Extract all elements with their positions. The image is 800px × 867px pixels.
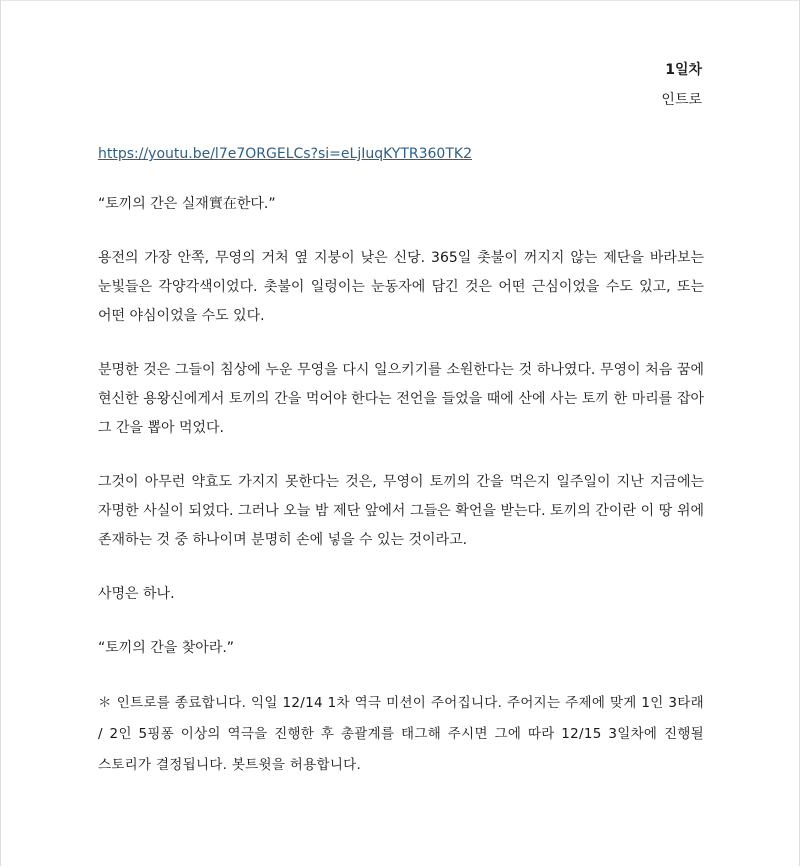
spacer: [98, 609, 704, 634]
paragraph-order: “토끼의 간을 찾아라.”: [98, 640, 235, 656]
paragraph-mission: 사명은 하나.: [98, 586, 175, 602]
spacer: [98, 167, 704, 190]
spacer: [98, 663, 704, 688]
notice-paragraph: ＊ 인트로를 종료합니다. 익일 12/14 1차 역극 미션이 주어집니다. 주어지는 주제에 맞게 1인 3타래 / 2인 5핑퐁 이상의 역극을 진행한 후 총괄계를 태그해 주시면 그에 따라 12/15 3일차에 진행될 스토리가 결정됩니다. 봇트윗을 허용합니다.: [98, 695, 704, 773]
day-title: 1일차: [665, 62, 702, 78]
spacer: [98, 443, 704, 468]
spacer: [98, 331, 704, 356]
paragraph-wish: 분명한 것은 그들이 침상에 누운 무영을 다시 일으키기를 소원한다는 것 하나였다. 무영이 처음 꿈에 현신한 용왕신에게서 토끼의 간을 먹어야 한다는 전언을 들었을 때에 산에 사는 토끼 한 마리를 잡아 그 간을 뽑아 먹었다.: [98, 362, 704, 436]
document-body: [98, 141, 704, 781]
section-title: 인트로: [661, 92, 702, 108]
paragraph-shrine: 용전의 가장 안쪽, 무영의 거처 옆 지붕이 낮은 신당. 365일 촛불이 꺼지지 않는 제단을 바라보는 눈빛들은 각양각색이었다. 촛불이 일렁이는 눈동자에 담긴 것은 어떤 근심이었을 수도 있고, 또는 어떤 야심이었을 수도 있다.: [98, 250, 704, 324]
paragraph-quote: “토끼의 간은 실재實在한다.”: [98, 196, 276, 212]
document-header: [661, 59, 702, 111]
paragraph-truth: 그것이 아무런 약효도 가지지 못한다는 것은, 무영이 토끼의 간을 먹은지 일주일이 지난 지금에는 자명한 사실이 되었다. 그러나 오늘 밤 제단 앞에서 그들은 확언을 받는다. 토끼의 간이란 이 땅 위에 존재하는 것 중 하나이며 분명히 손에 넣을 수 있는 것이라고.: [98, 474, 704, 548]
youtube-link[interactable]: https://youtu.be/l7e7ORGELCs?si=eLjIuqKYTR360TK2: [98, 146, 472, 162]
spacer: [98, 219, 704, 244]
spacer: [98, 555, 704, 580]
